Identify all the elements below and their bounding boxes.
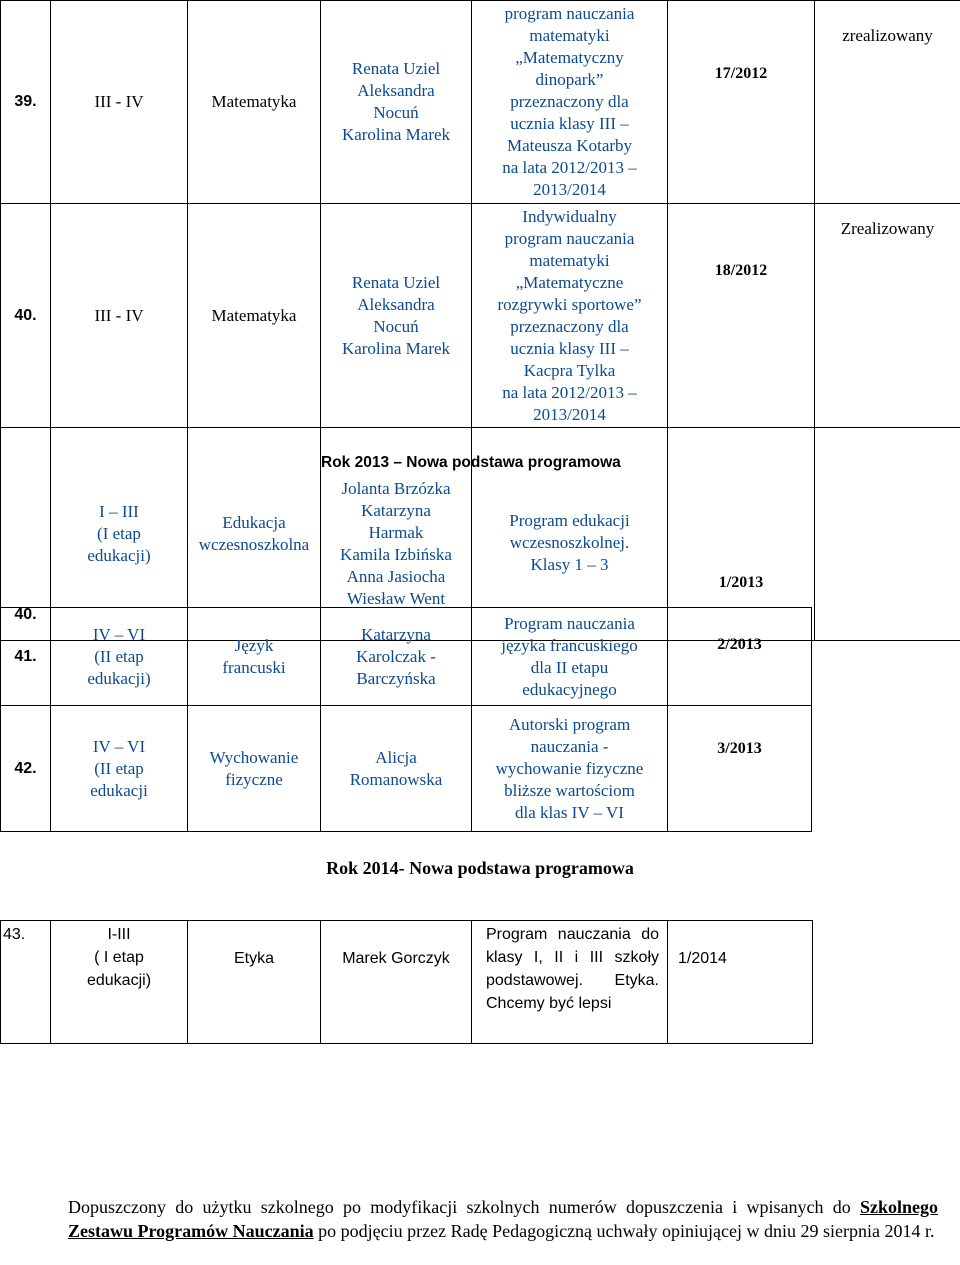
table-row xyxy=(1,706,812,832)
subject-cell: Wychowanie fizyczne xyxy=(188,706,321,832)
etap-cell: I – III (I etap edukacji) xyxy=(51,428,188,641)
approval-number: 18/2012 xyxy=(668,204,815,428)
row-number: 41. xyxy=(1,608,51,706)
row-number: 40. xyxy=(1,428,51,641)
approval-number: 2/2013 xyxy=(668,608,812,706)
footer-text-1: Dopuszczony do użytku szkolnego po modyfikacji szkolnych numerów dopuszczenia i wpisanych do xyxy=(68,1197,860,1217)
authors-cell: Renata Uziel Aleksandra Nocuń Karolina Marek xyxy=(321,204,472,428)
footer-text-2: po podjęciu przez Radę Pedagogiczną uchwały opiniującej w dniu 29 sierpnia 2014 r. xyxy=(313,1221,935,1241)
table-row xyxy=(1,1,960,204)
status-cell xyxy=(815,428,960,641)
row-number: 43. xyxy=(1,921,51,1044)
row-number: 40. xyxy=(1,204,51,428)
footer-bold-text: Szkolnego Zestawu Programów Nauczania xyxy=(68,1197,938,1241)
row-number: 39. xyxy=(1,1,51,204)
etap-cell: I-III ( I etap edukacji) xyxy=(51,921,188,1044)
table-row xyxy=(1,921,813,1044)
etap-cell: III - IV xyxy=(51,204,188,428)
subject-cell: Język francuski xyxy=(188,608,321,706)
subject-cell: Matematyka xyxy=(188,1,321,204)
table-row xyxy=(1,608,812,706)
table-2014 xyxy=(0,920,813,1044)
approval-number: 3/2013 xyxy=(668,706,812,832)
program-cell: Autorski program nauczania - wychowanie fizyczne bliższe wartościom dla klas IV – VI xyxy=(472,706,668,832)
heading-2014: Rok 2014- Nowa podstawa programowa xyxy=(326,858,634,878)
etap-cell: IV – VI (II etap edukacji) xyxy=(51,608,188,706)
approval-number: 17/2012 xyxy=(668,1,815,204)
table-row xyxy=(1,204,960,428)
program-cell: Indywidualny program nauczania matematyki „Matematyczne rozgrywki sportowe” przeznaczony dla ucznia klasy III – Kacpra Tylka na lata 2012/2013 – 2013/2014 xyxy=(472,204,668,428)
band-2013-heading: Rok 2013 – Nowa podstawa programowa xyxy=(321,454,621,471)
program-cell: Program nauczania do klasy I, II i III szkoły podstawowej. Etyka. Chcemy być lepsi xyxy=(472,921,668,1044)
authors-cell: Alicja Romanowska xyxy=(321,706,472,832)
row-number: 42. xyxy=(1,706,51,832)
program-cell: program nauczania matematyki „Matematyczny dinopark” przeznaczony dla ucznia klasy III – Mateusza Kotarby na lata 2012/2013 – 2013/2014 xyxy=(472,1,668,204)
approval-number: 1/2013 xyxy=(668,428,815,641)
status-cell: Zrealizowany xyxy=(815,204,960,428)
authors-cell: Marek Gorczyk xyxy=(321,921,472,1044)
authors-cell: Katarzyna Karolczak - Barczyńska xyxy=(321,608,472,706)
authors-cell: Renata Uziel Aleksandra Nocuń Karolina Marek xyxy=(321,1,472,204)
table-2013 xyxy=(0,607,812,832)
etap-cell: III - IV xyxy=(51,1,188,204)
subject-cell: Edukacja wczesnoszkolna xyxy=(188,428,321,641)
authors-text: Jolanta Brzózka Katarzyna Harmak Kamila Izbińska Anna Jasiocha Wiesław Went xyxy=(340,479,452,608)
approval-number: 1/2014 xyxy=(668,921,813,1044)
etap-cell: IV – VI (II etap edukacji xyxy=(51,706,188,832)
status-cell: zrealizowany xyxy=(815,1,960,204)
subject-cell: Matematyka xyxy=(188,204,321,428)
footer-note xyxy=(68,1195,938,1243)
subject-cell: Etyka xyxy=(188,921,321,1044)
program-cell: Program edukacji wczesnoszkolnej. Klasy 1 – 3 xyxy=(472,428,668,641)
program-cell: Program nauczania języka francuskiego dla II etapu edukacyjnego xyxy=(472,608,668,706)
